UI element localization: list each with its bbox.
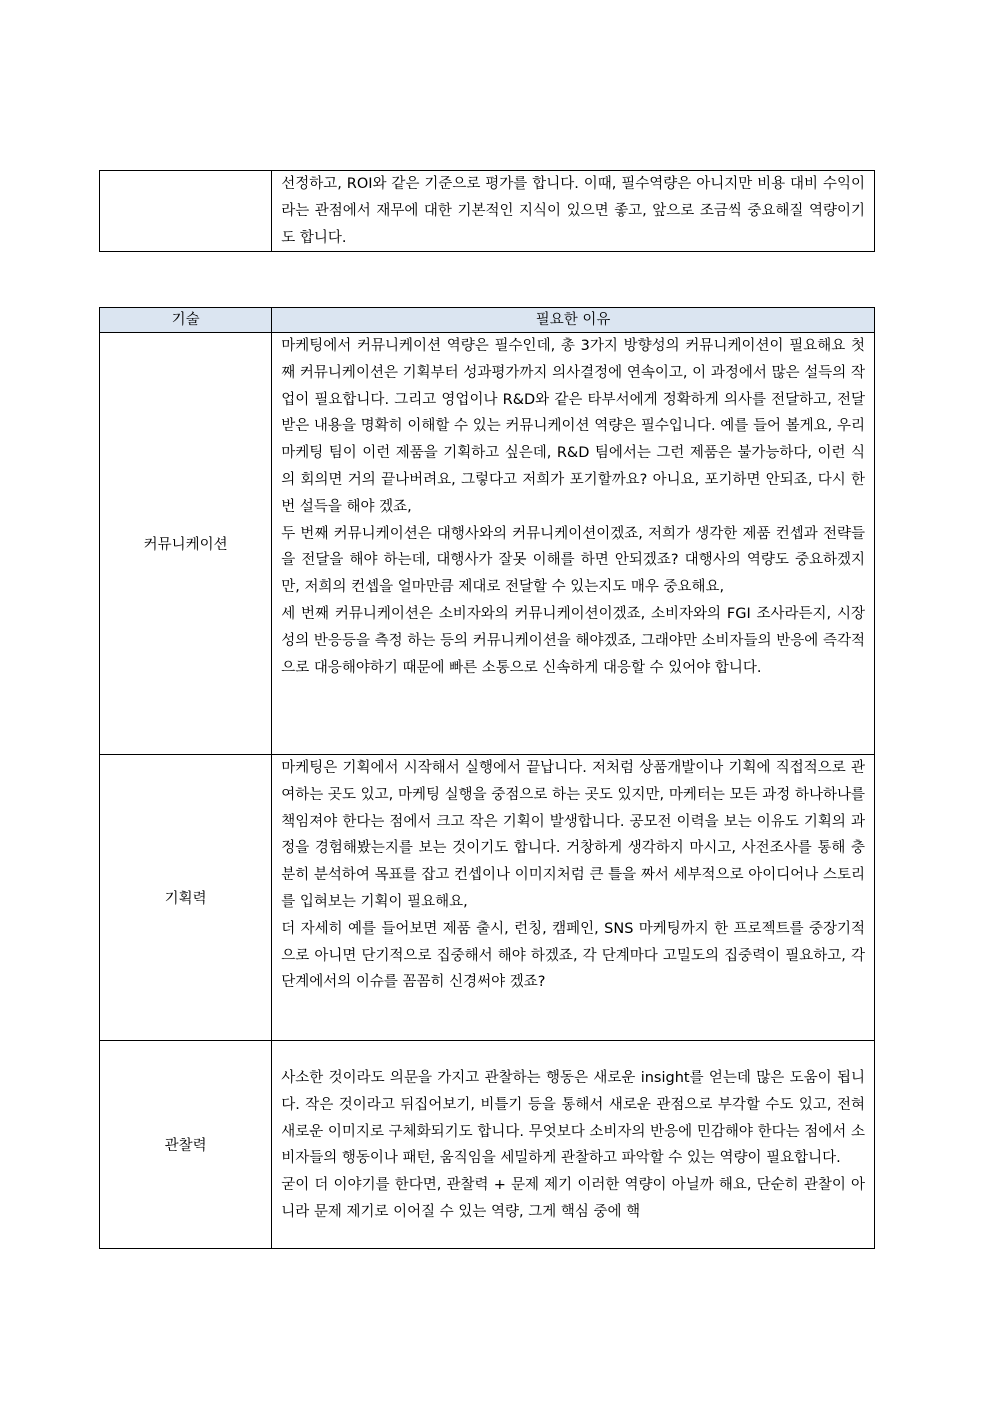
header-skill: 기술 — [100, 308, 272, 333]
reason-cell — [272, 1041, 875, 1249]
reason-paragraph: 굳이 더 이야기를 한다면, 관찰력 + 문제 제기 이러한 역량이 아닐까 해요, 단순히 관찰이 아니라 문제 제기로 이어질 수 있는 역량, 그게 핵심 중에 핵 — [281, 1177, 865, 1220]
table-row — [100, 1041, 875, 1249]
reason-paragraph: 마케팅은 기획에서 시작해서 실행에서 끝납니다. 저처럼 상품개발이나 기획에 직접적으로 관여하는 곳도 있고, 마케팅 실행을 중점으로 하는 곳도 있지만, 마케터는 모든 과정 하나하나를 책임져야 한다는 점에서 크고 작은 기획이 발생합니다. 공모전 이력을 보는 이유도 기획의 과정을 경험해봤는지를 보는 것이기도 합니다. 거창하게 생각하지 마시고, 사전조사를 통해 충분히 분석하여 목표를 잡고 컨셉이나 이미지처럼 큰 틀을 짜서 세부적으로 아이디어나 스토리를 입혀보는 기획이 필요해요, — [281, 760, 865, 910]
skills-table — [99, 307, 875, 1249]
skill-cell — [100, 171, 272, 252]
continued-table — [99, 170, 875, 252]
header-reason: 필요한 이유 — [272, 308, 875, 333]
table-row — [100, 755, 875, 1041]
reason-paragraph: 두 번째 커뮤니케이션은 대행사와의 커뮤니케이션이겠죠, 저희가 생각한 제품 컨셉과 전략들을 전달을 해야 하는데, 대행사가 잘못 이해를 하면 안되겠죠? 대행사의 역량도 중요하겠지만, 저희의 컨셉을 얼마만큼 제대로 전달할 수 있는지도 매우 중요해요, — [281, 525, 865, 596]
table-row — [100, 333, 875, 755]
reason-paragraph: 마케팅에서 커뮤니케이션 역량은 필수인데, 총 3가지 방향성의 커뮤니케이션이 필요해요 첫째 커뮤니케이션은 기획부터 성과평가까지 의사결정에 연속이고, 이 과정에서 많은 설득의 작업이 필요합니다. 그리고 영업이나 R&D와 같은 타부서에게 정확하게 의사를 전달하고, 전달받은 내용을 명확히 이해할 수 있는 커뮤니케이션 역량은 필수입니다. 예를 들어 볼게요, 우리 마케팅 팀이 이런 제품을 기획하고 싶은데, R&D 팀에서는 그런 제품은 불가능하다, 이런 식의 회의면 거의 끝나버려요, 그렇다고 저희가 포기할까요? 아니요, 포기하면 안되죠, 다시 한 번 설득을 해야 겠죠, — [281, 338, 865, 515]
reason-paragraph: 선정하고, ROI와 같은 기준으로 평가를 합니다. 이때, 필수역량은 아니지만 비용 대비 수익이라는 관점에서 재무에 대한 기본적인 지식이 있으면 좋고, 앞으로 조금씩 중요해질 역량이기도 합니다. — [281, 176, 865, 246]
reason-paragraph: 더 자세히 예를 들어보면 제품 출시, 런칭, 캠페인, SNS 마케팅까지 한 프로젝트를 중장기적으로 아니면 단기적으로 집중해서 해야 하겠죠, 각 단계마다 고밀도의 집중력이 필요하고, 각 단계에서의 이슈를 꼼꼼히 신경써야 겠죠? — [281, 920, 865, 991]
reason-paragraph: 세 번째 커뮤니케이션은 소비자와의 커뮤니케이션이겠죠, 소비자와의 FGI 조사라든지, 시장성의 반응등을 측정 하는 등의 커뮤니케이션을 해야겠죠, 그래야만 소비자들의 반응에 즉각적으로 대응해야하기 때문에 빠른 소통으로 신속하게 대응할 수 있어야 합니다. — [281, 605, 865, 676]
skill-cell: 기획력 — [100, 755, 272, 1041]
reason-paragraph: 사소한 것이라도 의문을 가지고 관찰하는 행동은 새로운 insight를 얻는데 많은 도움이 됩니다. 작은 것이라고 뒤집어보기, 비틀기 등을 통해서 새로운 관점으로 부각할 수도 있고, 전혀 새로운 이미지로 구체화되기도 합니다. 무엇보다 소비자의 반응에 민감해야 한다는 점에서 소비자들의 행동이나 패턴, 움직임을 세밀하게 관찰하고 파악할 수 있는 역량이 필요합니다. — [281, 1070, 865, 1167]
reason-cell — [272, 755, 875, 1041]
skill-cell: 관찰력 — [100, 1041, 272, 1249]
table-header-row — [100, 308, 875, 333]
table-row — [100, 171, 875, 252]
reason-cell — [272, 171, 875, 252]
skill-cell: 커뮤니케이션 — [100, 333, 272, 755]
reason-cell — [272, 333, 875, 755]
